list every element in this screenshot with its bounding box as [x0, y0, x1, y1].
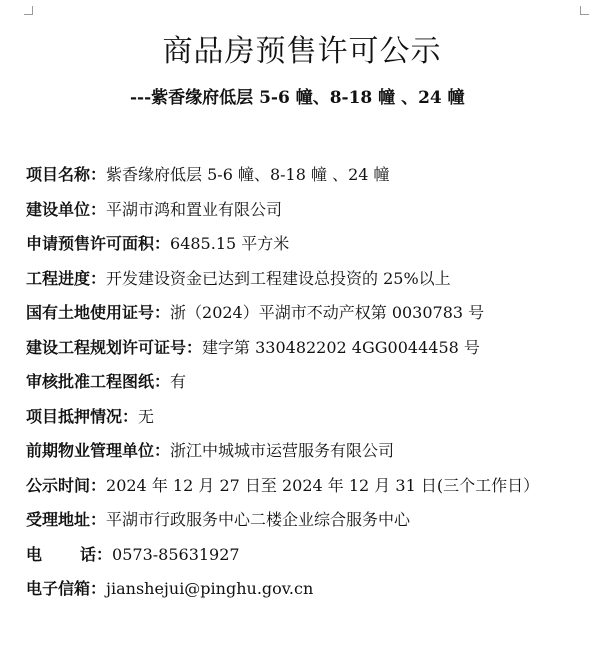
field-value: 建字第 330482202 4GG0044458 号 [202, 337, 480, 357]
field-property-management [26, 434, 598, 469]
field-mortgage-status [26, 400, 598, 435]
field-value: 开发建设资金已达到工程建设总投资的 25%以上 [106, 268, 451, 288]
field-value: 6485.15 平方米 [170, 234, 290, 253]
field-label: 建设单位： [26, 199, 107, 219]
field-progress [26, 262, 598, 297]
field-label: 国有土地使用证号： [26, 303, 171, 322]
field-label: 建设工程规划许可证号： [26, 337, 203, 357]
field-label: 审核批准工程图纸： [26, 372, 171, 391]
field-drawings-approved [26, 365, 598, 400]
field-label: 工程进度： [26, 268, 107, 288]
field-project-name [26, 158, 598, 193]
field-value: 有 [170, 372, 187, 391]
field-address [26, 503, 598, 538]
field-value: 平湖市鸿和置业有限公司 [106, 199, 283, 219]
field-value: 0573-85631927 [112, 544, 240, 564]
field-label: 电 [26, 544, 43, 564]
field-land-certificate [26, 296, 598, 331]
field-value: 2024 年 12 月 27 日至 2024 年 12 月 31 日(三个工作日） [106, 475, 540, 495]
field-label: 申请预售许可面积： [26, 234, 171, 253]
page-corner-mark-left [24, 6, 33, 15]
document-subtitle: ---紫香缘府低层 5-6 幢、8-18 幢 、24 幢 [130, 88, 465, 108]
field-label: 项目名称： [26, 165, 107, 184]
field-label: 电子信箱： [26, 579, 107, 598]
page-corner-mark-right [580, 6, 589, 15]
field-value: jianshejui@pinghu.gov.cn [106, 579, 314, 598]
field-label: 受理地址： [26, 510, 107, 529]
field-label: 前期物业管理单位： [26, 441, 171, 460]
field-value: 浙（2024）平湖市不动产权第 0030783 号 [170, 303, 485, 322]
field-value: 无 [138, 406, 155, 426]
field-developer [26, 193, 598, 228]
field-value: 紫香缘府低层 5-6 幢、8-18 幢 、24 幢 [106, 165, 390, 184]
field-planning-permit [26, 331, 598, 366]
field-publicity-period [26, 469, 598, 504]
info-list [26, 158, 598, 607]
field-label: 话： [80, 544, 113, 564]
field-label: 公示时间： [26, 475, 107, 495]
field-presale-area [26, 227, 598, 262]
field-email [26, 572, 598, 607]
field-label: 项目抵押情况： [26, 406, 139, 426]
field-value: 平湖市行政服务中心二楼企业综合服务中心 [106, 510, 411, 529]
field-phone [26, 538, 598, 573]
document-title: 商品房预售许可公示 [162, 34, 442, 69]
field-value: 浙江中城城市运营服务有限公司 [170, 441, 395, 460]
